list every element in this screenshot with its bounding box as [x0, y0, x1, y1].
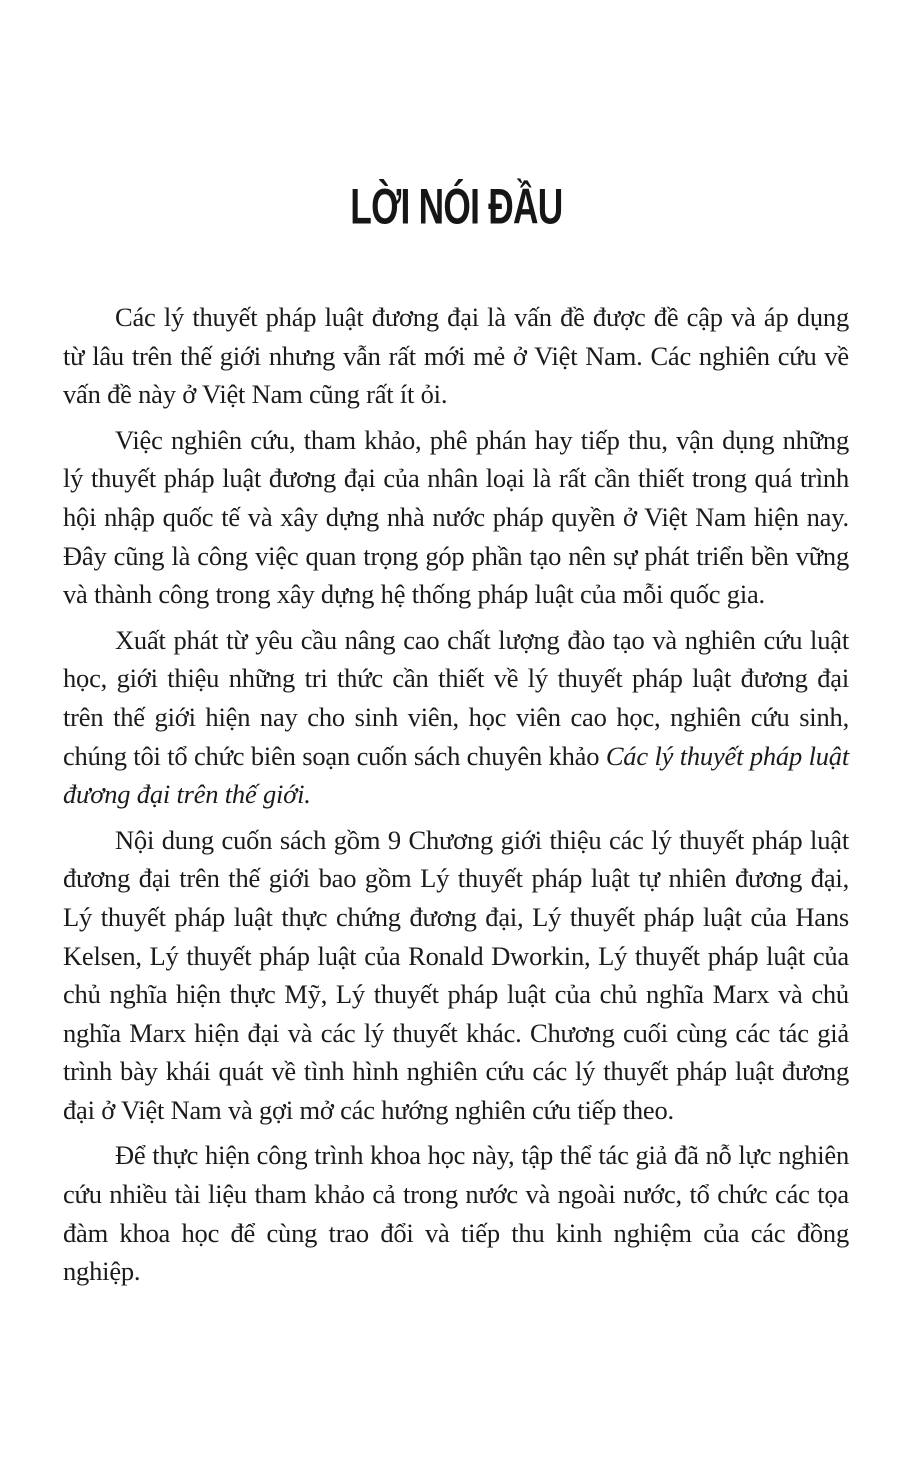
page-title-text: LỜI NÓI ĐẦU [349, 179, 563, 235]
paragraph-3-italic book-title: Các lý thuyết pháp luật đương đại trên thế giới. [63, 740, 849, 810]
paragraph-4 [63, 821, 849, 1130]
paragraph-5-text: Để thực hiện công trình khoa học này, tập thể tác giả đã nỗ lực nghiên cứu nhiều tài liệu tham khảo cả trong nước và ngoài nước, tổ chức các tọa đàm khoa học để cùng trao đổi và tiếp thu kinh nghiệm của các đồng nghiệp. [63, 1140, 849, 1287]
paragraph-2-text: Việc nghiên cứu, tham khảo, phê phán hay tiếp thu, vận dụng những lý thuyết pháp luật đương đại của nhân loại là rất cần thiết trong quá trình hội nhập quốc tế và xây dựng nhà nước pháp quyền ở Việt Nam hiện nay. Đây cũng là công việc quan trọng góp phần tạo nên sự phát triển bền vững và thành công trong xây dựng hệ thống pháp luật của mỗi quốc gia. [63, 424, 849, 610]
paragraph-3 [63, 621, 849, 814]
paragraph-1-text: Các lý thuyết pháp luật đương đại là vấn đề được đề cập và áp dụng từ lâu trên thế giới nhưng vẫn rất mới mẻ ở Việt Nam. Các nghiên cứu về vấn đề này ở Việt Nam cũng rất ít ỏi. [63, 302, 849, 410]
paragraph-4-text: Nội dung cuốn sách gồm 9 Chương giới thiệu các lý thuyết pháp luật đương đại trên thế giới bao gồm Lý thuyết pháp luật tự nhiên đương đại, Lý thuyết pháp luật thực chứng đương đại, Lý thuyết pháp luật của Hans Kelsen, Lý thuyết pháp luật của Ronald Dworkin, Lý thuyết pháp luật của chủ nghĩa hiện thực Mỹ, Lý thuyết pháp luật của chủ nghĩa Marx và chủ nghĩa Marx hiện đại và các lý thuyết khác. Chương cuối cùng các tác giả trình bày khái quát về tình hình nghiên cứu các lý thuyết pháp luật đương đại ở Việt Nam và gợi mở các hướng nghiên cứu tiếp theo. [63, 824, 849, 1125]
paragraph-2 [63, 421, 849, 614]
paragraph-1 [63, 298, 849, 414]
page-title [63, 179, 849, 235]
document-body [63, 298, 849, 1291]
paragraph-5 [63, 1136, 849, 1290]
paragraph-3-text: Xuất phát từ yêu cầu nâng cao chất lượng đào tạo và nghiên cứu luật học, giới thiệu những tri thức cần thiết về lý thuyết pháp luật đương đại trên thế giới hiện nay cho sinh viên, học viên cao học, nghiên cứu sinh, chúng tôi tổ chức biên soạn cuốn sách chuyên khảo [63, 624, 849, 771]
